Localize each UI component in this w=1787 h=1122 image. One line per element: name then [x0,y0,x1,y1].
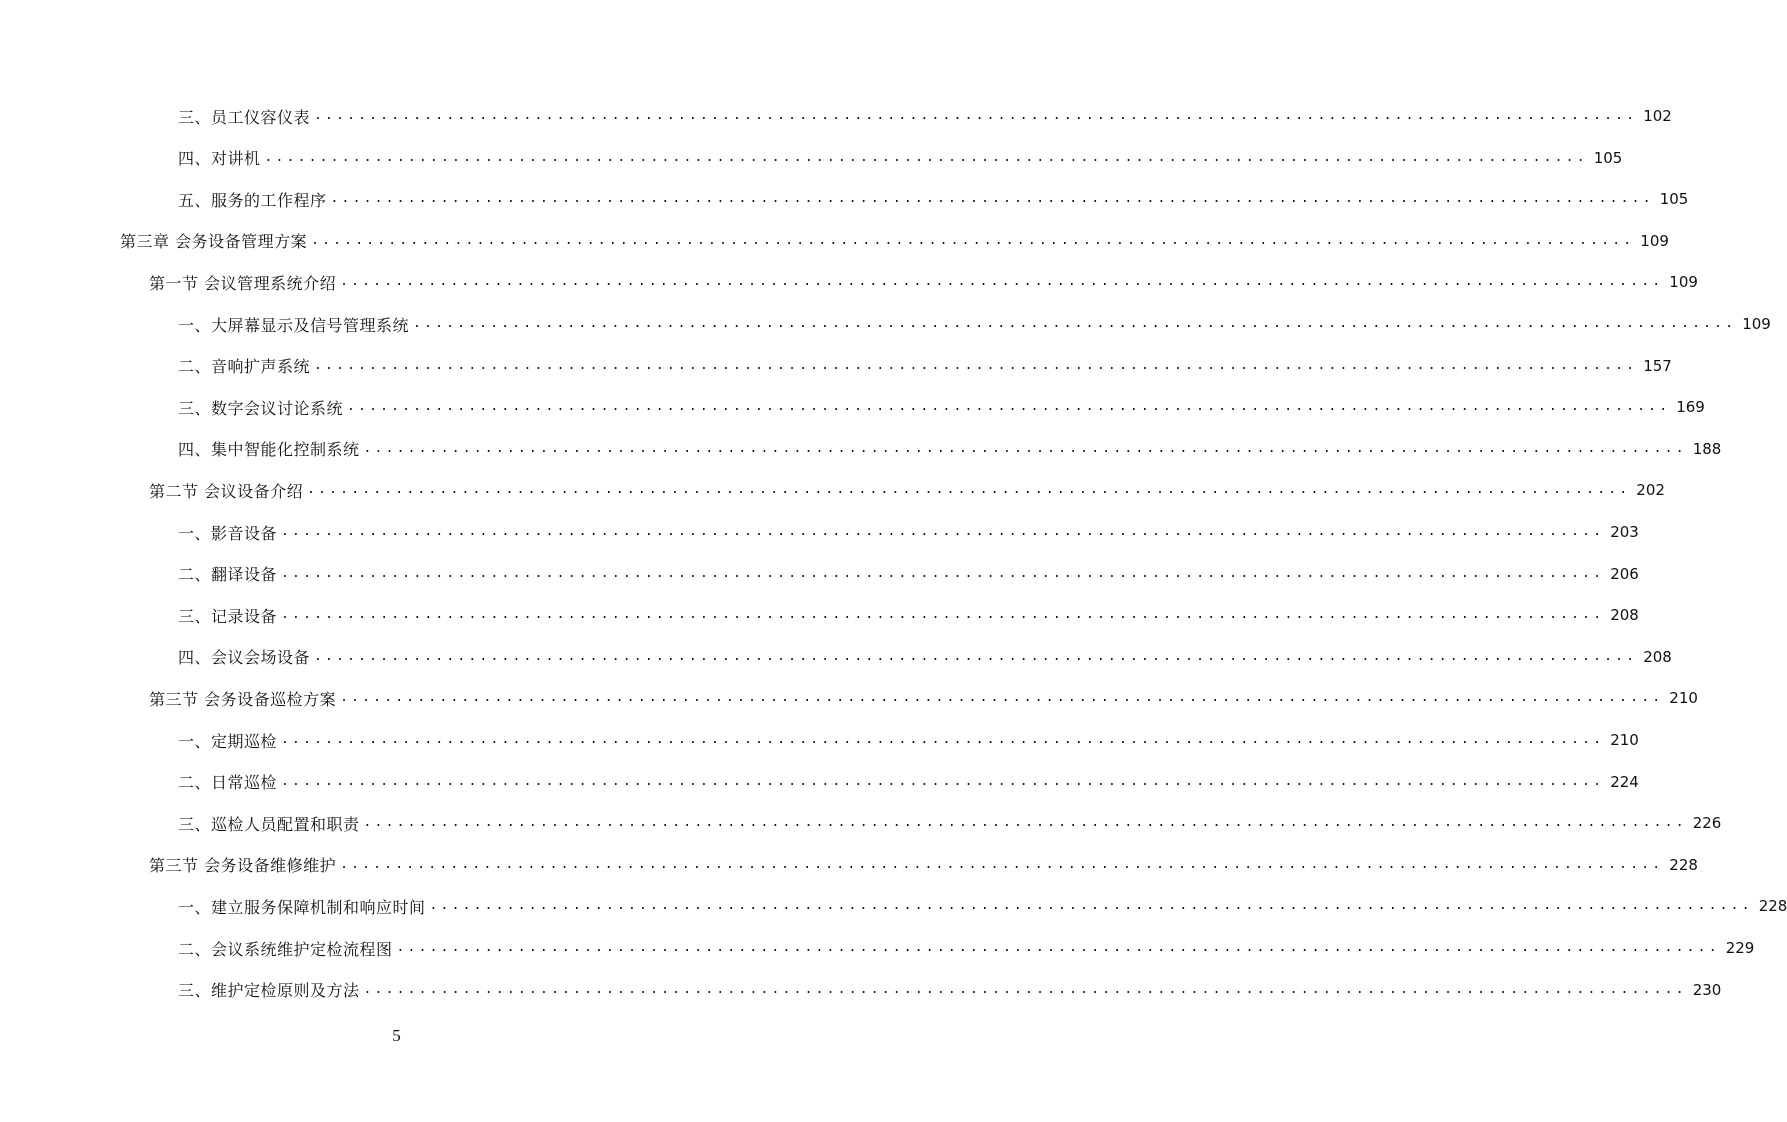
toc-dot-leader: ........................................................................................................................ [281,524,1605,539]
toc-dot-leader: ........................................................................................................................ [281,732,1605,747]
toc-entry-page: 202 [1636,481,1665,500]
toc-dot-leader: ........................................................................................................................ [413,316,1737,331]
toc-entry-title: 三、维护定检原则及方法 [178,981,360,1001]
toc-entry-title: 三、数字会议讨论系统 [178,398,344,418]
toc-entry-title: 四、会议会场设备 [178,648,311,668]
toc-entry[interactable] [178,767,1639,797]
toc-entry[interactable] [178,143,1623,173]
toc-dot-leader: ........................................................................................................................ [340,690,1664,706]
toc-entry[interactable] [178,517,1639,547]
toc-entry-title: 三、员工仪容仪表 [178,107,311,127]
toc-dot-leader: ........................................................................................................................ [363,815,1687,831]
toc-entry[interactable] [178,600,1639,630]
toc-dot-leader: ........................................................................................................................ [340,856,1664,872]
toc-entry-page: 109 [1742,315,1771,333]
toc-dot-leader: ........................................................................................................................ [281,773,1605,789]
toc-entry[interactable] [178,975,1722,1005]
toc-entry-title: 四、集中智能化控制系统 [178,440,360,460]
toc-entry-page: 206 [1610,564,1639,583]
toc-entry-title: 二、翻译设备 [178,565,278,585]
toc-entry-page: 208 [1643,647,1672,666]
toc-dot-leader: ........................................................................................................................ [264,149,1588,165]
toc-entry[interactable] [178,434,1722,464]
toc-entry-title: 一、建立服务保障机制和响应时间 [178,897,426,917]
toc-entry[interactable] [178,933,1755,963]
toc-dot-leader: ........................................................................................................................ [340,274,1664,290]
toc-entry[interactable] [178,309,1771,339]
toc-entry[interactable] [178,642,1672,672]
toc-entry-page: 224 [1610,772,1639,791]
toc-dot-leader: ........................................................................................................................ [314,648,1638,664]
toc-entry-title: 一、定期巡检 [178,731,278,751]
toc-dot-leader: ........................................................................................................................ [314,108,1638,123]
toc-entry-page: 208 [1610,606,1639,625]
toc-entry-title: 二、音响扩声系统 [178,357,311,377]
toc-entry-title: 一、大屏幕显示及信号管理系统 [178,315,410,335]
toc-entry-page: 188 [1692,439,1722,458]
toc-entry-page: 169 [1676,398,1705,417]
toc-entry-title: 五、服务的工作程序 [178,190,327,210]
toc-entry-title: 第一节 会议管理系统介绍 [149,273,337,293]
toc-entry[interactable] [149,850,1698,880]
toc-entry-page: 105 [1593,148,1623,167]
toc-entry-page: 230 [1692,980,1722,999]
toc-entry[interactable] [149,475,1665,505]
toc-entry[interactable] [178,101,1672,131]
toc-entry-page: 203 [1610,523,1639,541]
toc-entry-title: 二、日常巡检 [178,773,278,793]
toc-entry[interactable] [120,226,1669,256]
toc-entry-page: 105 [1659,190,1689,209]
toc-entry-page: 102 [1643,107,1672,125]
toc-entry-title: 三、巡检人员配置和职责 [178,814,360,834]
toc-entry-page: 157 [1643,356,1672,375]
toc-entry-page: 226 [1692,814,1722,833]
toc-entry[interactable] [178,808,1722,838]
toc-entry[interactable] [178,392,1705,422]
toc-entry-title: 第二节 会议设备介绍 [149,481,304,501]
toc-entry-title: 二、会议系统维护定检流程图 [178,939,393,959]
toc-entry-title: 一、影音设备 [178,523,278,543]
toc-entry[interactable] [178,891,1787,921]
toc-dot-leader: ........................................................................................................................ [314,357,1638,373]
toc-entry[interactable] [178,559,1639,589]
toc-entry[interactable] [178,725,1639,755]
toc-dot-leader: ........................................................................................................................ [307,482,1631,498]
toc-entry-title: 三、记录设备 [178,606,278,626]
toc-dot-leader: ........................................................................................................................ [429,898,1753,914]
toc-entry[interactable] [149,683,1698,713]
toc-entry-page: 229 [1725,939,1755,957]
toc-entry-page: 210 [1610,731,1639,749]
toc-entry-page: 228 [1758,897,1787,916]
toc-dot-leader: ........................................................................................................................ [281,607,1605,623]
toc-dot-leader: ........................................................................................................................ [347,399,1671,415]
page-number: 5 [392,1026,401,1045]
toc-entry[interactable] [149,267,1698,297]
toc-entry-page: 109 [1640,231,1669,250]
toc-entry-page: 228 [1669,855,1698,874]
toc-dot-leader: ........................................................................................................................ [363,981,1687,997]
toc-entry-page: 210 [1669,689,1698,708]
toc-entry-title: 第三节 会务设备维修维护 [149,856,337,876]
toc-entry[interactable] [178,351,1672,381]
toc-entry-page: 109 [1669,273,1698,292]
toc-dot-leader: ........................................................................................................................ [281,565,1605,581]
toc-entry-title: 第三节 会务设备巡检方案 [149,689,337,709]
toc-entry[interactable] [178,184,1689,214]
toc-entry-title: 四、对讲机 [178,149,261,169]
toc-entry-title: 第三章 会务设备管理方案 [120,232,308,252]
toc-dot-leader: ........................................................................................................................ [363,440,1687,456]
toc-dot-leader: ........................................................................................................................ [396,940,1720,955]
toc-dot-leader: ........................................................................................................................ [330,191,1654,207]
toc-dot-leader: ........................................................................................................................ [311,232,1635,248]
